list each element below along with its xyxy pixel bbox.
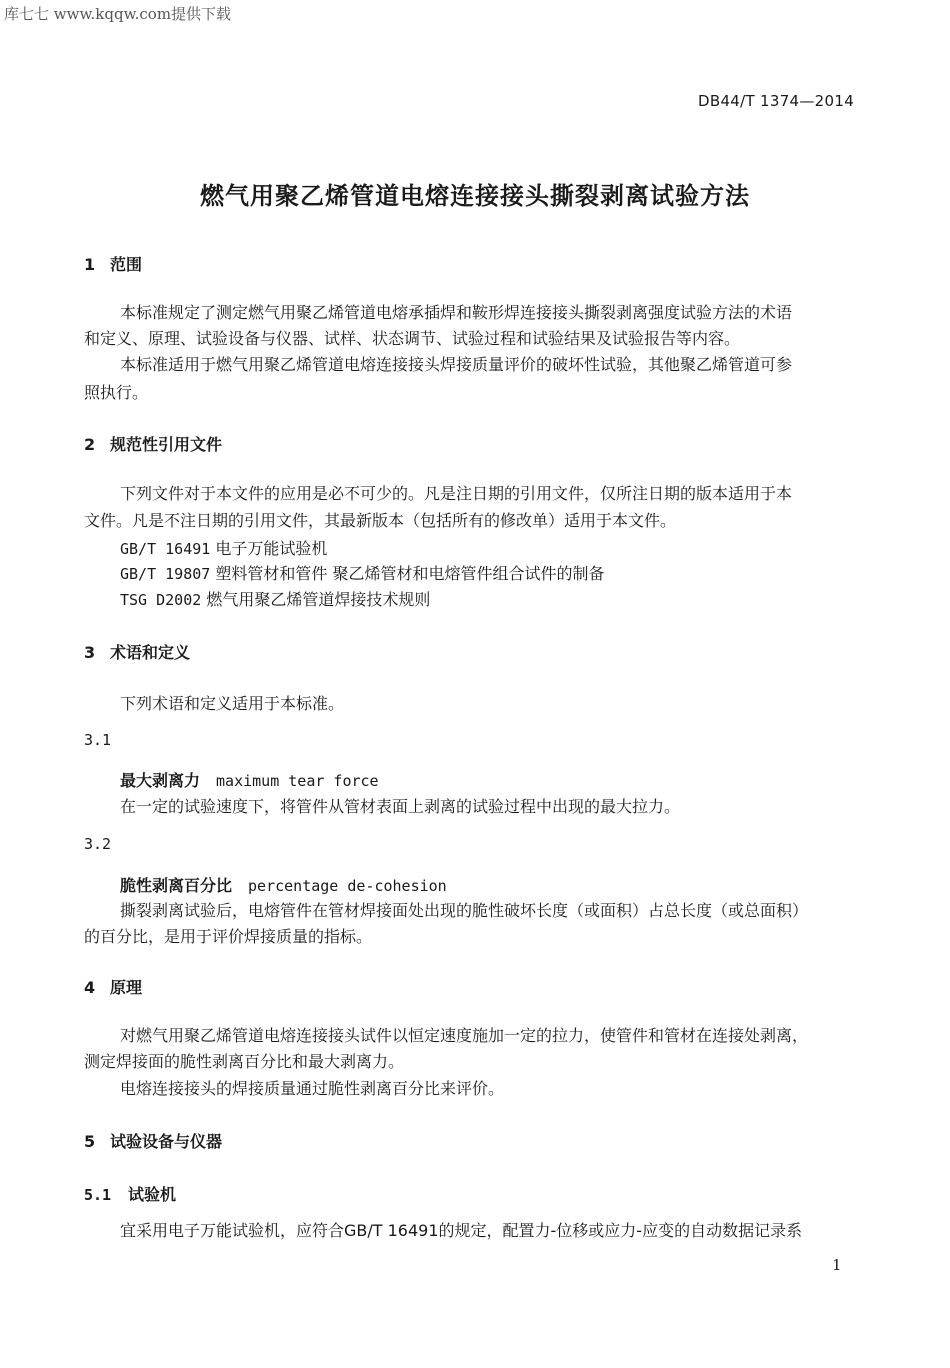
section-3-heading xyxy=(84,640,190,663)
term-number: 3.1 xyxy=(84,731,112,749)
section-4-heading xyxy=(84,975,142,998)
page-number: 1 xyxy=(832,1256,842,1274)
section-number: 5 xyxy=(84,1132,96,1151)
term-zh: 脆性剥离百分比 xyxy=(120,876,233,895)
section-number: 4 xyxy=(84,978,96,997)
section-number: 1 xyxy=(84,255,96,274)
subsection-5-1-heading xyxy=(84,1182,176,1205)
paragraph-line: 下列文件对于本文件的应用是必不可少的。凡是注日期的引用文件，仅所注日期的版本适用于本 xyxy=(120,484,793,503)
paragraph-line: 宜采用电子万能试验机，应符合GB/T 16491的规定，配置力-位移或应力-应变的自动数据记录系 xyxy=(120,1221,803,1240)
paragraph-line: 测定焊接面的脆性剥离百分比和最大剥离力。 xyxy=(84,1052,405,1071)
term-definition: 在一定的试验速度下，将管件从管材表面上剥离的试验过程中出现的最大拉力。 xyxy=(120,797,681,816)
term-en: percentage de-cohesion xyxy=(248,877,447,895)
reference-item xyxy=(120,587,430,610)
paragraph-line: 电熔连接接头的焊接质量通过脆性剥离百分比来评价。 xyxy=(120,1079,505,1098)
reference-code: GB/T 19807 xyxy=(120,565,211,583)
term-zh: 最大剥离力 xyxy=(120,771,201,790)
section-title: 范围 xyxy=(110,255,143,274)
paragraph-line: 照执行。 xyxy=(84,383,149,402)
reference-item xyxy=(120,561,605,584)
reference-title: 塑料管材和管件 聚乙烯管材和电熔管件组合试件的制备 xyxy=(215,564,605,583)
term-en: maximum tear force xyxy=(216,772,379,790)
paragraph-line: 对燃气用聚乙烯管道电熔连接接头试件以恒定速度施加一定的拉力，使管件和管材在连接处剥离， xyxy=(120,1026,809,1045)
subsection-title: 试验机 xyxy=(128,1185,177,1204)
section-title: 术语和定义 xyxy=(110,643,191,662)
document-id: DB44/T 1374—2014 xyxy=(698,92,855,110)
section-1-heading xyxy=(84,252,142,275)
section-number: 2 xyxy=(84,435,96,454)
paragraph-line: 本标准规定了测定燃气用聚乙烯管道电熔承插焊和鞍形焊连接接头撕裂剥离强度试验方法的术语 xyxy=(120,303,793,322)
reference-code: TSG D2002 xyxy=(120,591,202,609)
section-2-heading xyxy=(84,432,222,455)
paragraph-line: 本标准适用于燃气用聚乙烯管道电熔连接接头焊接质量评价的破坏性试验，其他聚乙烯管道可参 xyxy=(120,355,793,374)
section-title: 试验设备与仪器 xyxy=(110,1132,223,1151)
paragraph-line: 文件。凡是不注日期的引用文件，其最新版本（包括所有的修改单）适用于本文件。 xyxy=(84,511,677,530)
term-heading xyxy=(120,873,447,896)
term-definition: 的百分比，是用于评价焊接质量的指标。 xyxy=(84,927,373,946)
term-heading xyxy=(120,768,379,791)
section-number: 3 xyxy=(84,643,96,662)
section-title: 原理 xyxy=(110,978,143,997)
watermark: 库七七 www.kqqw.com提供下载 xyxy=(4,5,232,23)
term-number: 3.2 xyxy=(84,835,112,853)
page-title: 燃气用聚乙烯管道电熔连接接头撕裂剥离试验方法 xyxy=(200,182,750,210)
paragraph-line: 下列术语和定义适用于本标准。 xyxy=(120,694,345,713)
term-definition: 撕裂剥离试验后，电熔管件在管材焊接面处出现的脆性破坏长度（或面积）占总长度（或总面积） xyxy=(120,901,809,920)
section-5-heading xyxy=(84,1129,222,1152)
section-title: 规范性引用文件 xyxy=(110,435,223,454)
paragraph-line: 和定义、原理、试验设备与仪器、试样、状态调节、试验过程和试验结果及试验报告等内容。 xyxy=(84,329,741,348)
reference-code: GB/T 16491 xyxy=(120,540,211,558)
subsection-number: 5.1 xyxy=(84,1186,112,1204)
reference-title: 燃气用聚乙烯管道焊接技术规则 xyxy=(206,590,431,609)
reference-title: 电子万能试验机 xyxy=(215,539,328,558)
reference-item xyxy=(120,536,327,559)
